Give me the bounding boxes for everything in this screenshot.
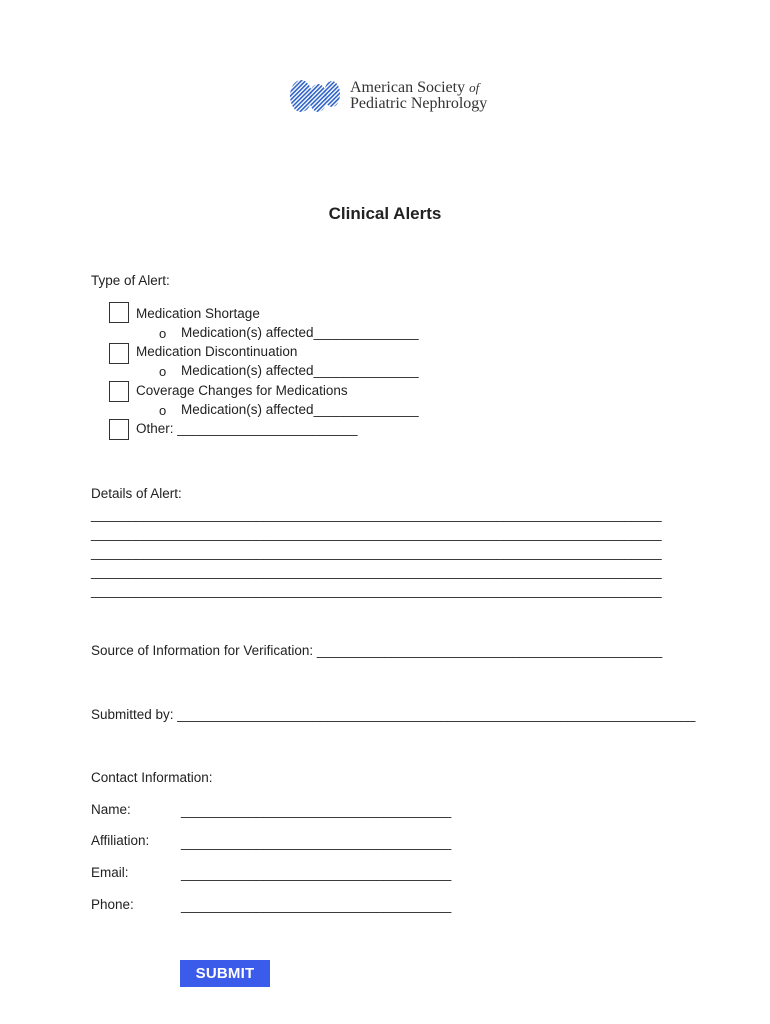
details-line[interactable]: ____________________________________________________________________________ — [91, 526, 662, 541]
details-line[interactable]: ____________________________________________________________________________ — [91, 564, 662, 579]
submit-button[interactable]: SUBMIT — [180, 960, 270, 987]
option-medication-shortage-label: Medication Shortage — [136, 306, 260, 321]
bullet-icon: o — [159, 403, 167, 418]
details-line[interactable]: ____________________________________________________________________________ — [91, 545, 662, 560]
logo-text-line2: Pediatric Nephrology — [350, 95, 488, 112]
affiliation-field[interactable]: ____________________________________ — [181, 835, 452, 850]
medications-affected-field[interactable]: Medication(s) affected______________ — [181, 402, 419, 417]
option-other-field[interactable]: Other: ________________________ — [136, 421, 358, 436]
option-medication-discontinuation-label: Medication Discontinuation — [136, 344, 298, 359]
affiliation-label: Affiliation: — [91, 833, 150, 848]
submitted-by-field[interactable]: Submitted by: _____________________________________________________________________ — [91, 707, 696, 722]
asp-logo — [288, 76, 498, 116]
checkbox-other[interactable] — [109, 419, 129, 440]
kidney-logo-icon — [288, 76, 346, 116]
source-verification-field[interactable]: Source of Information for Verification: ______________________________________________ — [91, 643, 663, 658]
details-line[interactable]: ____________________________________________________________________________ — [91, 507, 662, 522]
name-label: Name: — [91, 802, 131, 817]
phone-field[interactable]: ____________________________________ — [181, 898, 452, 913]
logo-text-line1: American Society of — [350, 79, 480, 96]
email-field[interactable]: ____________________________________ — [181, 866, 452, 881]
email-label: Email: — [91, 865, 129, 880]
phone-label: Phone: — [91, 897, 134, 912]
details-label: Details of Alert: — [91, 486, 182, 501]
bullet-icon: o — [159, 326, 167, 341]
bullet-icon: o — [159, 364, 167, 379]
medications-affected-field[interactable]: Medication(s) affected______________ — [181, 363, 419, 378]
type-of-alert-label: Type of Alert: — [91, 273, 170, 288]
details-line[interactable]: ____________________________________________________________________________ — [91, 583, 662, 598]
contact-information-label: Contact Information: — [91, 770, 213, 785]
medications-affected-field[interactable]: Medication(s) affected______________ — [181, 325, 419, 340]
page-title: Clinical Alerts — [328, 204, 442, 223]
name-field[interactable]: ____________________________________ — [181, 803, 452, 818]
checkbox-coverage-changes[interactable] — [109, 381, 129, 402]
option-coverage-changes-label: Coverage Changes for Medications — [136, 383, 348, 398]
checkbox-medication-discontinuation[interactable] — [109, 343, 129, 364]
checkbox-medication-shortage[interactable] — [109, 302, 129, 323]
